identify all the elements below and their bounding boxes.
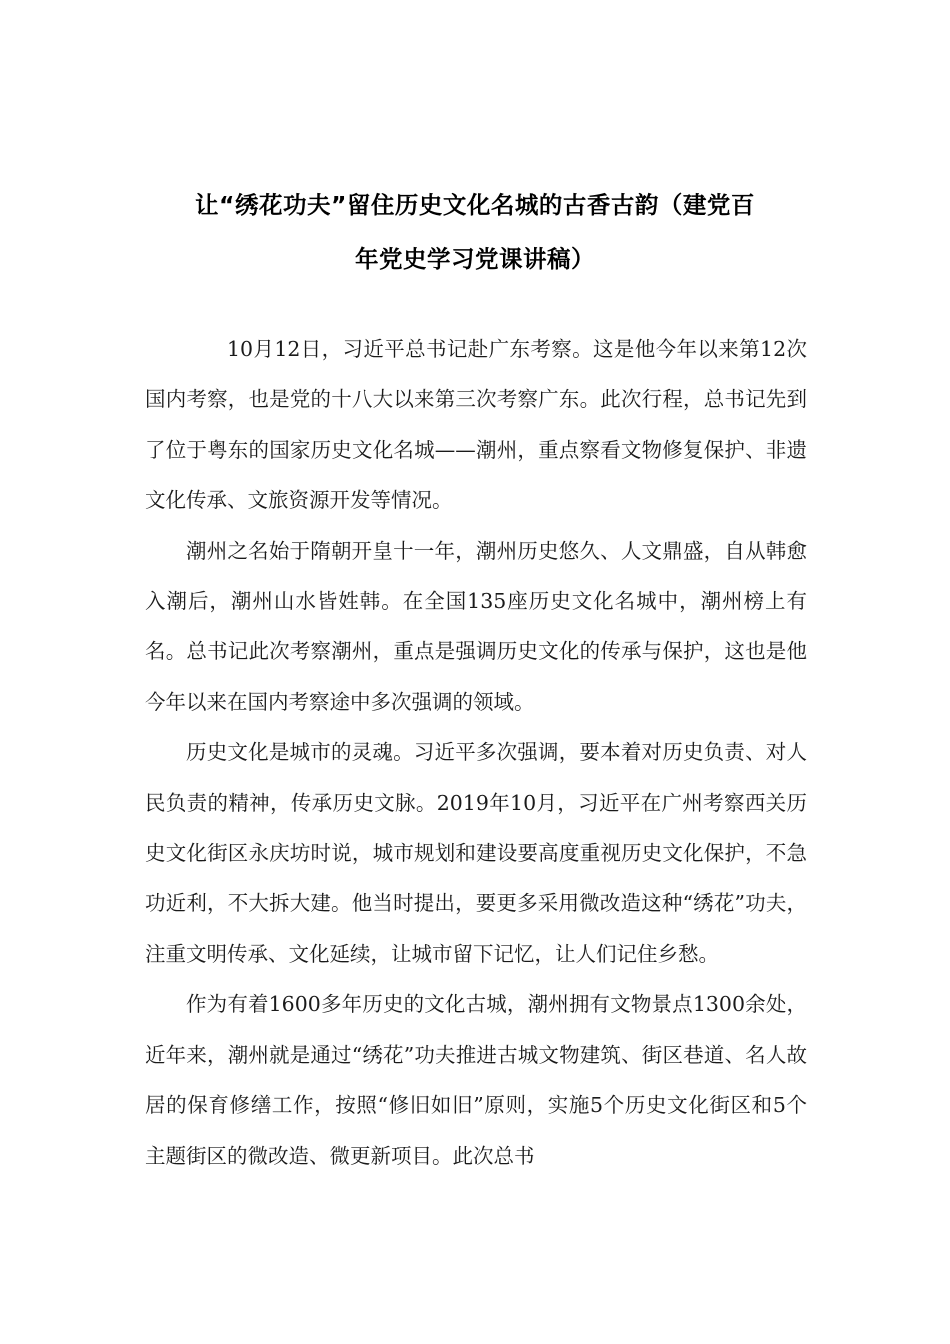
title-line-1: 让“绣花功夫”留住历史文化名城的古香古韵（建党百 bbox=[195, 191, 755, 219]
paragraph-3: 历史文化是城市的灵魂。习近平多次强调，要本着对历史负责、对人民负责的精神，传承历史文脉。2019年10月，习近平在广州考察西关历史文化街区永庆坊时说，城市规划和建设要高度重视历史文化保护，不急功近利，不大拆大建。他当时提出，要更多采用微改造这种“绣花”功夫，注重文明传承、文化延续，让城市留下记忆，让人们记住乡愁。 bbox=[145, 740, 807, 966]
paragraph-1: 10月12日，习近平总书记赴广东考察。这是他今年以来第12次国内考察，也是党的十八大以来第三次考察广东。此次行程，总书记先到了位于粤东的国家历史文化名城——潮州，重点察看文物修复保护、非遗文化传承、文旅资源开发等情况。 bbox=[145, 337, 807, 513]
document-title bbox=[145, 178, 805, 286]
document-body bbox=[145, 324, 807, 1181]
paragraph-2: 潮州之名始于隋朝开皇十一年，潮州历史悠久、人文鼎盛，自从韩愈入潮后，潮州山水皆姓韩。在全国135座历史文化名城中，潮州榜上有名。总书记此次考察潮州，重点是强调历史文化的传承与保护，这也是他今年以来在国内考察途中多次强调的领域。 bbox=[145, 538, 807, 714]
title-line-2: 年党史学习党课讲稿） bbox=[355, 245, 595, 273]
paragraph-4: 作为有着1600多年历史的文化古城，潮州拥有文物景点1300余处，近年来，潮州就是通过“绣花”功夫推进古城文物建筑、街区巷道、名人故居的保育修缮工作，按照“修旧如旧”原则，实施5个历史文化街区和5个主题街区的微改造、微更新项目。此次总书 bbox=[145, 992, 807, 1168]
